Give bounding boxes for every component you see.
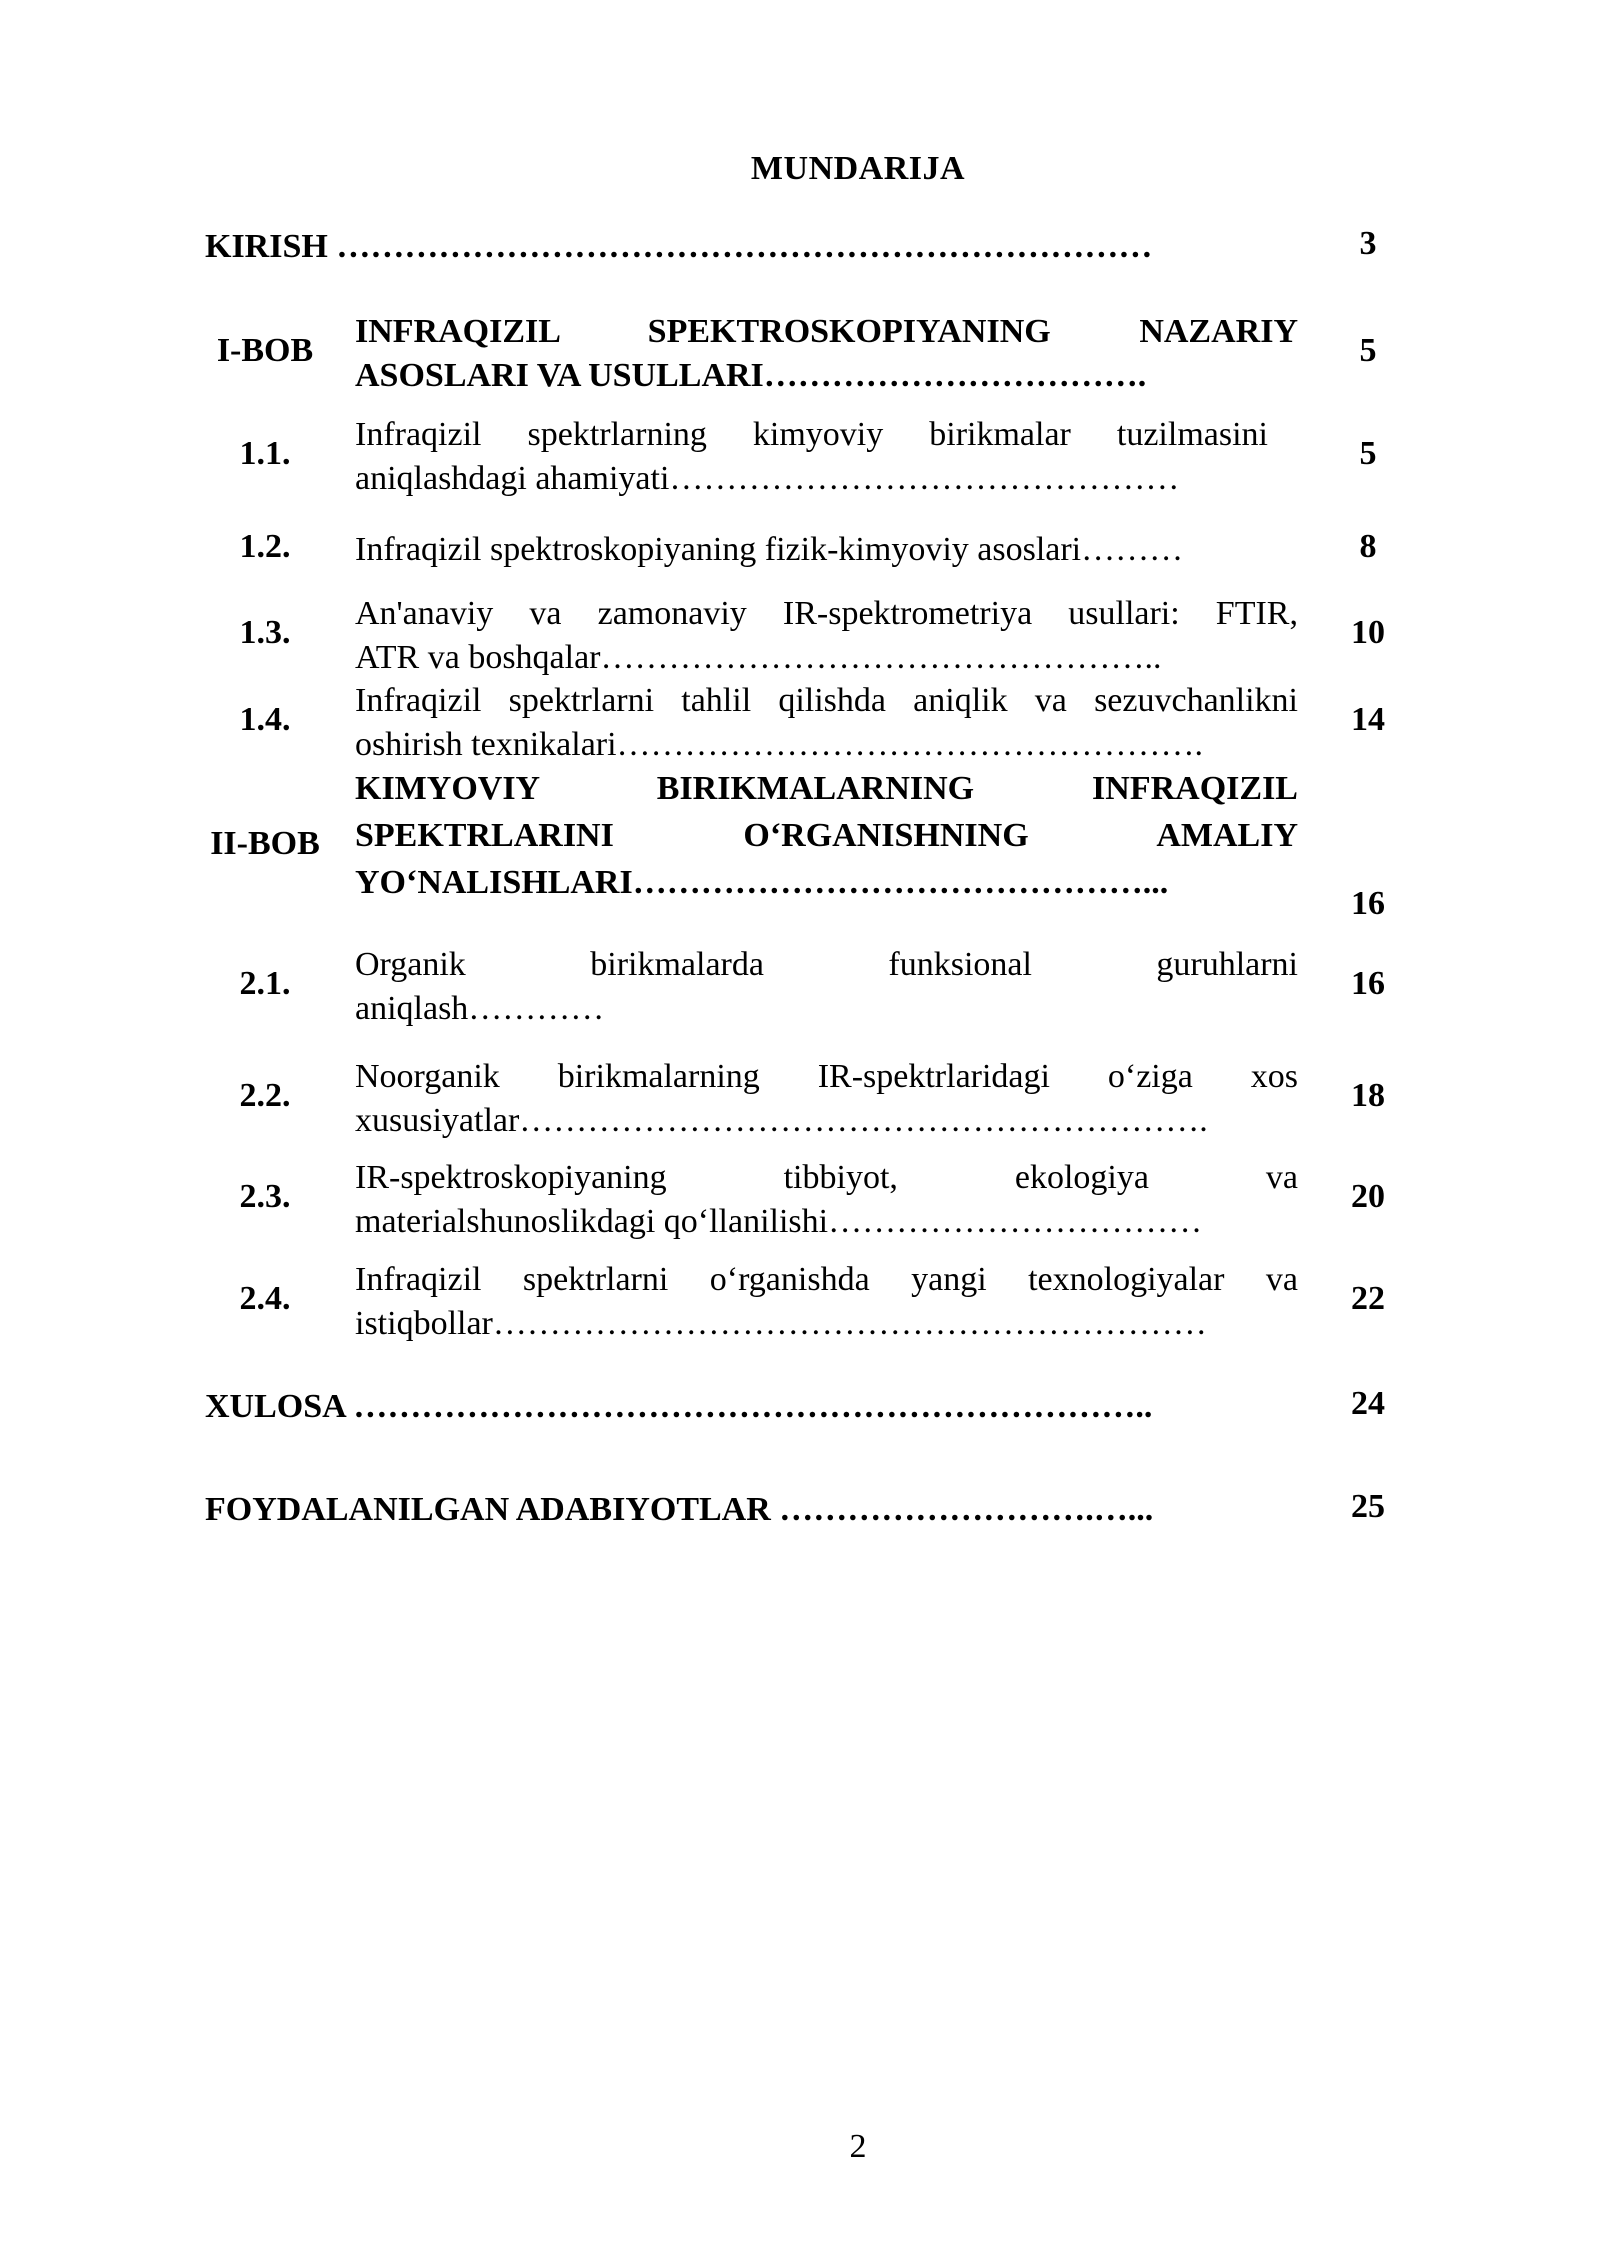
- toc-entry-title-line: INFRAQIZIL SPEKTROSKOPIYANING NAZARIY: [355, 313, 1298, 350]
- page-number: 2: [849, 2128, 867, 2165]
- toc-entry-page: 18: [1351, 1077, 1385, 1114]
- section-number: 1.3.: [239, 614, 291, 651]
- toc-entry-page: 8: [1359, 528, 1377, 565]
- toc-entry-page: 20: [1351, 1178, 1385, 1215]
- toc-entry-title-line: IR-spektroskopiyaning tibbiyot, ekologiya va: [355, 1159, 1298, 1196]
- toc-entry-title-line: Infraqizil spektrlarni o‘rganishda yangi texnologiyalar va: [355, 1261, 1298, 1298]
- section-number: 1.2.: [239, 528, 291, 565]
- toc-entry-title-line: istiqbollar………………………………………………………: [355, 1305, 1207, 1342]
- toc-entry-title: KIRISH ………………………………………………………………: [205, 228, 1153, 265]
- toc-entry-page: 16: [1351, 885, 1385, 922]
- toc-entry-title-line: oshirish texnikalari…………………………………………….: [355, 726, 1204, 763]
- toc-entry-page: 14: [1351, 701, 1385, 738]
- toc-entry-title-line: YO‘NALISHLARI………………………………………...: [355, 864, 1169, 901]
- toc-entry-title-line: Organik birikmalarda funksional guruhlarni: [355, 946, 1298, 983]
- section-number: 2.2.: [239, 1077, 291, 1114]
- section-number: 2.1.: [239, 965, 291, 1002]
- toc-entry-title-line: ATR va boshqalar…………………………………………..: [355, 639, 1162, 676]
- chapter-number: II-BOB: [210, 825, 320, 862]
- section-number: 1.4.: [239, 701, 291, 738]
- toc-entry-page: 22: [1351, 1280, 1385, 1317]
- toc-entry-title-line: aniqlashdagi ahamiyati………………………………………: [355, 460, 1180, 497]
- section-number: 2.3.: [239, 1178, 291, 1215]
- toc-entry-title-line: aniqlash…………: [355, 990, 605, 1027]
- toc-entry-page: 25: [1351, 1488, 1385, 1525]
- toc-entry-page: 10: [1351, 614, 1385, 651]
- toc-entry-title: XULOSA ……………………………………………………………..: [205, 1388, 1153, 1425]
- toc-entry-page: 5: [1359, 332, 1377, 369]
- toc-entry-title-line: Infraqizil spektrlarni tahlil qilishda aniqlik va sezuvchanlikni: [355, 682, 1298, 719]
- toc-entry-page: 3: [1359, 225, 1377, 262]
- toc-entry-title-line: SPEKTRLARINI O‘RGANISHNING AMALIY: [355, 817, 1298, 854]
- toc-entry-title-line: KIMYOVIY BIRIKMALARNING INFRAQIZIL: [355, 770, 1298, 807]
- toc-entry-title-line: An'anaviy va zamonaviy IR-spektrometriya usullari: FTIR,: [355, 595, 1298, 632]
- section-number: 2.4.: [239, 1280, 291, 1317]
- section-number: 1.1.: [239, 435, 291, 472]
- page-title: MUNDARIJA: [750, 150, 966, 187]
- toc-entry-page: 16: [1351, 965, 1385, 1002]
- table-of-contents: [200, 0, 1410, 1560]
- toc-entry-title-line: materialshunoslikdagi qo‘llanilishi……………………………: [355, 1203, 1203, 1240]
- toc-entry-title: FOYDALANILGAN ADABIYOTLAR ……………………….…...: [205, 1491, 1154, 1528]
- toc-entry-title-line: xususiyatlar…………………………………………………….: [355, 1102, 1208, 1139]
- toc-entry-title-line: Infraqizil spektroskopiyaning fizik-kimyoviy asoslari………: [355, 531, 1184, 568]
- toc-entry-title-line: Noorganik birikmalarning IR-spektrlaridagi o‘ziga xos: [355, 1058, 1298, 1095]
- toc-entry-page: 24: [1351, 1385, 1385, 1422]
- chapter-number: I-BOB: [216, 332, 314, 369]
- toc-entry-title-line: Infraqizil spektrlarning kimyoviy birikmalar tuzilmasini: [355, 416, 1268, 453]
- toc-entry-page: 5: [1359, 435, 1377, 472]
- toc-entry-title-line: ASOSLARI VA USULLARI…………………………….: [355, 357, 1147, 394]
